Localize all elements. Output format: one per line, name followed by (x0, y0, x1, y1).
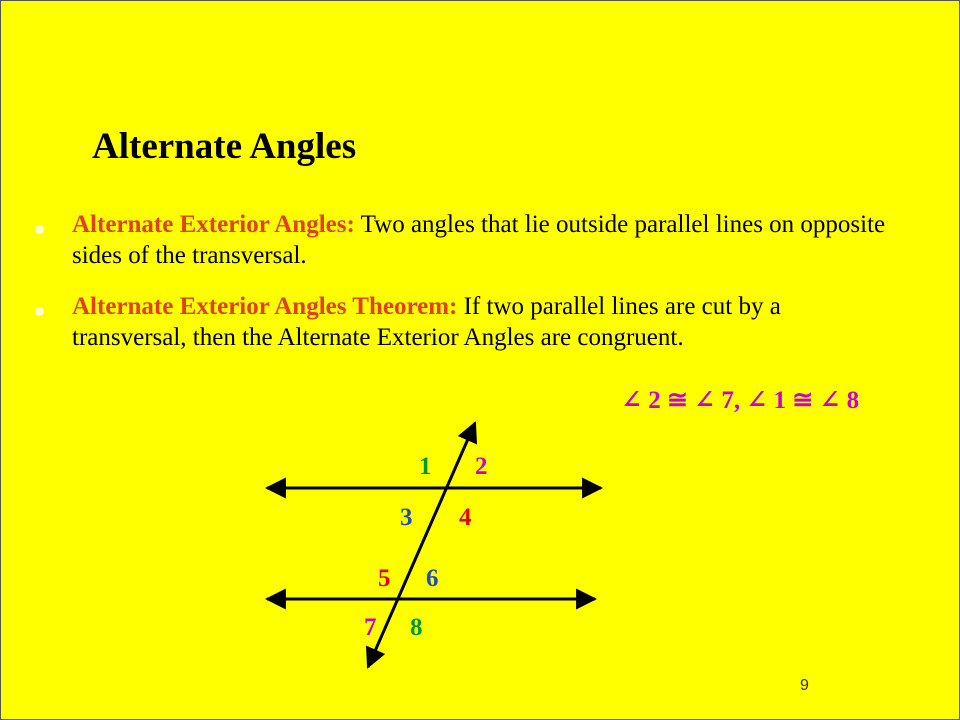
angle-label-8: 8 (410, 614, 423, 641)
bullet-text: Two angles that lie outside parallel lines on opposite sides of the transversal. (72, 211, 886, 269)
transversal-diagram (1, 1, 959, 719)
congruence-statement: ∠ 2 ≅ ∠ 7, ∠ 1 ≅ ∠ 8 (621, 387, 860, 414)
bullet-term: Alternate Exterior Angles Theorem: (72, 293, 458, 320)
angle-label-5: 5 (378, 565, 391, 592)
bullet-text: If two parallel lines are cut by a transversal, then the Alternate Exterior Angles are congruent. (72, 293, 781, 351)
angle-label-2: 2 (475, 453, 488, 480)
angle-label-7: 7 (364, 614, 377, 641)
angle-label-6: 6 (426, 565, 439, 592)
bullet-term: Alternate Exterior Angles: (72, 211, 355, 238)
angle-label-3: 3 (400, 504, 413, 531)
slide-number: 9 (800, 677, 809, 694)
angle-label-1: 1 (419, 453, 432, 480)
slide-title: Alternate Angles (92, 126, 357, 167)
angle-label-4: 4 (459, 504, 472, 531)
